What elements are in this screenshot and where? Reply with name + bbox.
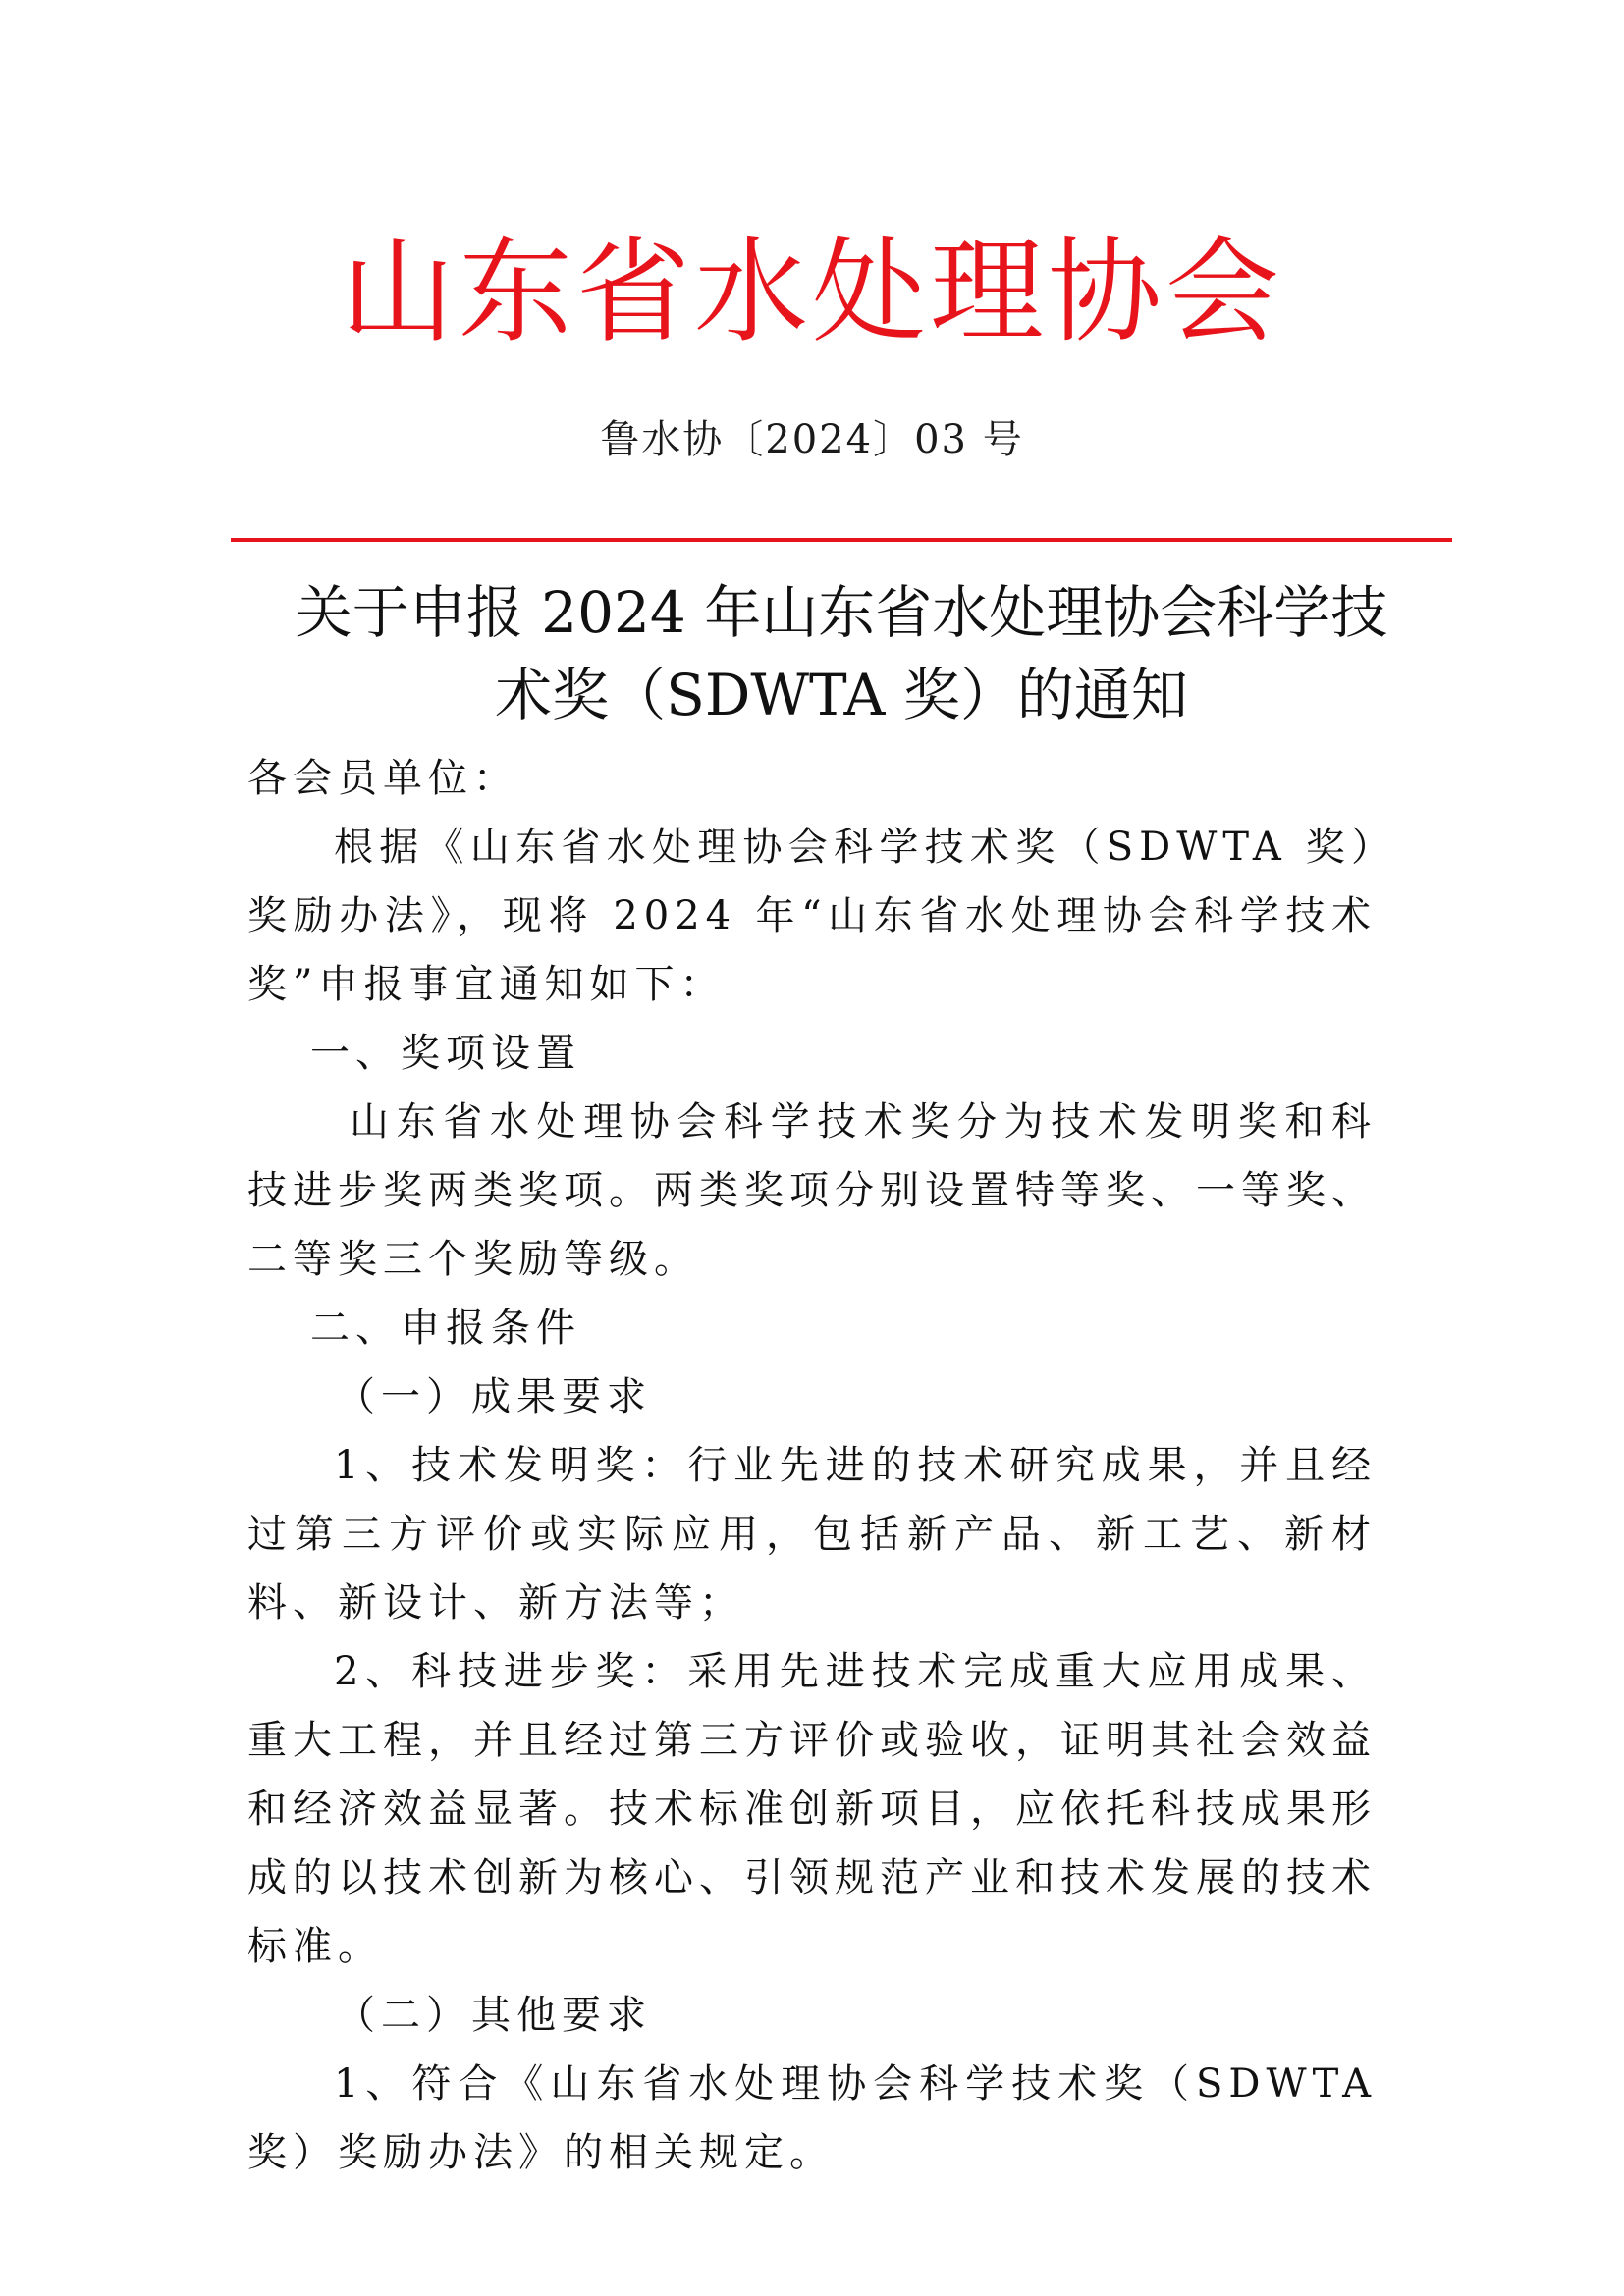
awards-paragraph: 山东省水处理协会科学技术奖分为技术发明奖和科技进步奖两类奖项。两类奖项分别设置特等奖、一等奖、二等奖三个奖励等级。 (247, 1099, 1377, 1282)
list-item-regulations: 1、符合《山东省水处理协会科学技术奖（SDWTA 奖）奖励办法》的相关规定。 (247, 2061, 1377, 2175)
salutation: 各会员单位： (247, 756, 518, 801)
subsection-heading-results: （一）成果要求 (336, 1374, 652, 1419)
section-heading-conditions: 二、申报条件 (310, 1306, 581, 1351)
document-number: 鲁水协〔2024〕03 号 (600, 417, 1024, 462)
list-item-progress-award: 2、科技进步奖：采用先进技术完成重大应用成果、重大工程，并且经过第三方评价或验收，证明其社会效益和经济效益显著。技术标准创新项目，应依托科技成果形成的以技术创新为核心、引领规范产业和技术发展的技术标准。 (247, 1649, 1377, 1969)
intro-paragraph: 根据《山东省水处理协会科学技术奖（SDWTA 奖）奖励办法》，现将 2024 年“山东省水处理协会科学技术奖”申报事宜通知如下： (247, 825, 1377, 1007)
notice-title (231, 571, 1452, 736)
organization-name-header: 山东省水处理协会 (341, 226, 1283, 358)
subsection-heading-other: （二）其他要求 (336, 1993, 652, 2038)
notice-title-line-1: 关于申报 2024 年山东省水处理协会科学技 (295, 579, 1388, 646)
list-item-invention-award: 1、技术发明奖：行业先进的技术研究成果，并且经过第三方评价或实际应用，包括新产品、新工艺、新材料、新设计、新方法等； (247, 1443, 1377, 1626)
red-divider-line (231, 538, 1452, 542)
notice-title-line-2: 术奖（SDWTA 奖）的通知 (495, 662, 1188, 728)
notice-body (247, 744, 1377, 2187)
section-heading-awards: 一、奖项设置 (310, 1031, 581, 1076)
